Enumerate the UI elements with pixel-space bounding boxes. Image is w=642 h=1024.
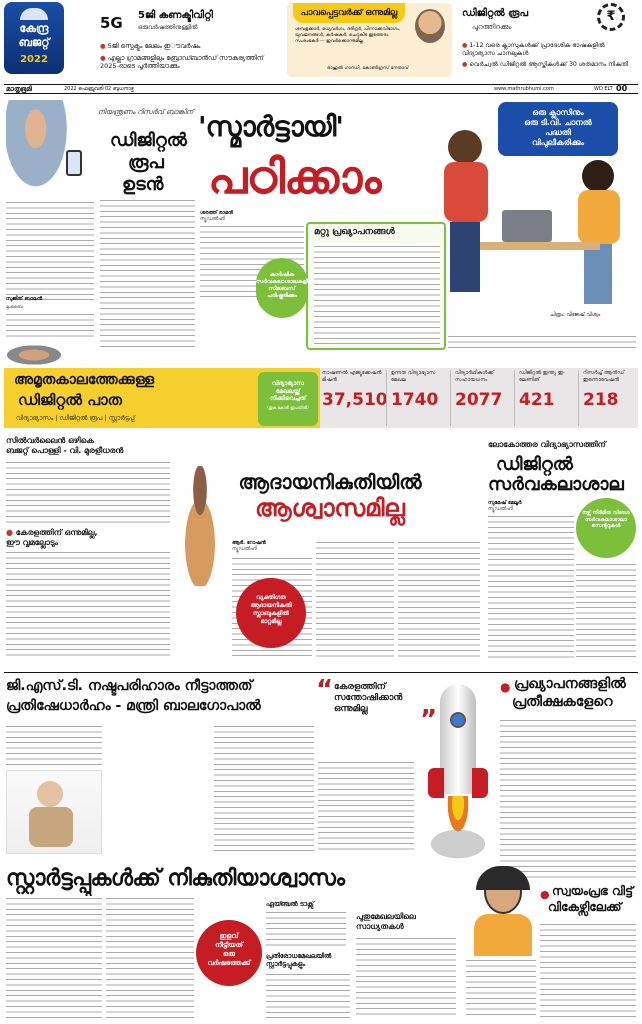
tax-body-3 <box>398 540 480 660</box>
folio-bar <box>4 84 638 94</box>
date-line: 2022 ഫെബ്രുവരി 02 ബുധനാഴ്ച <box>64 86 134 92</box>
pull-quote-1: കേരളത്തിന് <box>334 682 386 692</box>
byline2-name: ശരത്ത് രാമൻ <box>200 210 234 216</box>
pull-quote-close-icon: ” <box>420 705 438 735</box>
stat-label: ഡിജിറ്റൽ ഇന്ത്യ ഇ-ലേണിങ് <box>519 370 565 383</box>
lead-headline-2: രൂപ <box>128 152 164 173</box>
self-bullet-icon: ● <box>540 888 550 901</box>
stats-row <box>320 368 638 428</box>
startup-body-2 <box>106 896 194 1018</box>
univ-kicker: ലോകോത്തര വിദ്യാഭ്യാസത്തിന് <box>488 440 606 449</box>
section-divider <box>4 672 638 673</box>
fm-caricature <box>466 866 540 956</box>
stat-item <box>322 370 388 426</box>
red-circle-2: നീട്ടിയത് <box>215 941 243 949</box>
startup-body-4 <box>266 972 350 1018</box>
gst-body-left <box>6 724 102 768</box>
expect-headline-1: പ്രഖ്യാപനങ്ങളിൽ <box>514 676 626 692</box>
rahul-quote-box <box>287 3 452 77</box>
byline-name: സുജിത് ബാലൻ <box>6 296 43 302</box>
rhs-title-2: ഒരു ടി.വി. ചാനൽ <box>524 118 592 127</box>
parliament-icon <box>20 8 48 20</box>
univ-byline-place: ന്യൂഡൽഹി <box>488 506 513 512</box>
univ-headline-2: സർവകലാശാല <box>488 474 624 495</box>
illustration-credit: ചിത്രം: വിജേഷ് വിശ്വം <box>550 312 601 318</box>
rahul-avatar <box>415 9 445 43</box>
lead-left-body-2 <box>6 312 94 340</box>
minister-photo <box>6 340 76 370</box>
amrit-title-2: ഡിജിറ്റൽ പാത <box>18 391 122 409</box>
tax-body-2 <box>316 540 394 660</box>
startup-body-3 <box>266 910 346 950</box>
univ-body <box>488 514 574 660</box>
boy-figure <box>440 130 494 300</box>
startup-body-1 <box>6 896 102 1018</box>
paper-name: മാതൃഭൂമി <box>6 85 32 93</box>
expect-body <box>500 718 636 878</box>
expect-bullet-icon: ● <box>500 680 511 694</box>
allocation-unit: (തുക കോടി രൂപയിൽ) <box>267 404 309 410</box>
bullet-icon: ● <box>100 54 106 62</box>
self-body <box>540 922 636 1018</box>
tax-red-circle: വ്യക്തിഗത ആദായനികുതി സ്ലാബുകളിൽ മാറ്റമില്ല <box>236 578 306 648</box>
fiveg-icon: 5G <box>100 14 123 32</box>
red-circle-4: വർഷത്തേക്ക് <box>207 959 251 967</box>
left-head-2 <box>6 528 166 548</box>
left-head-1-line1: സിൽവർലൈൻ ഒഴികെ <box>6 436 94 445</box>
allocation-label: വിദ്യാഭ്യാസ മേഖലയ്ക്ക് നീക്കിവെച്ചത് <box>269 380 307 402</box>
quote-title: പാവപ്പെട്ടവർക്ക് ഒന്നുമില്ല <box>293 3 405 23</box>
byline2-place: ന്യൂഡൽഹി <box>200 216 225 222</box>
quote-text: ശമ്പളക്കാർ, മധ്യവർഗം, ദരിദ്രർ, പിന്നാക്കവിഭാഗം, യുവജനങ്ങൾ, കർഷകർ, ചെറുകിട ഇടത്തരം സംരംഭകർ — ഇവർക്കൊന്നുമില്ല. <box>295 27 401 44</box>
pull-quote-3: ഒന്നുമില്ല <box>334 704 368 714</box>
gst-body-mid <box>214 724 314 854</box>
amrit-tags: വിദ്യാഭ്യാസം | ഡിജിറ്റൽ രൂപ | സ്റ്റാർട്ടപ്പ് <box>16 414 135 422</box>
stat-label: റിസർച്ച് ആൻഡ് ഇന്നൊവേഷൻ <box>583 370 625 383</box>
fiveg-bullet-2: ● എല്ലാ ഗ്രാമങ്ങളിലും ബ്രോഡ്ബാൻഡ് സൗകര്യത്തിന് 2025-ഓടെ പൂർത്തിയാക്കും <box>100 54 264 70</box>
stat-value: 37,510 <box>322 390 388 410</box>
tax-headline-1: ആദായനികുതിയിൽ <box>238 470 422 494</box>
amrit-title-1: അമൃതകാലത്തേക്കുള്ള <box>14 372 154 388</box>
left-body-1 <box>6 460 170 526</box>
byline-sarath <box>200 210 233 222</box>
page-number: 00 <box>616 84 628 93</box>
logo-year: 2022 <box>20 54 48 65</box>
univ-green-circle: നഴ്സ് നിർമിത വിദേശ സർവകലാശാലാ സെന്ററുകൾ <box>576 498 636 558</box>
univ-body-2 <box>576 562 636 660</box>
startup-body-5 <box>356 936 456 1018</box>
rbi-governor-photo <box>6 100 72 196</box>
other-announcements-panel <box>306 222 446 350</box>
bullet-icon: ● <box>100 42 106 50</box>
digital-bullet-2: ● വെർച്വൽ ഡിജിറ്റൽ ആസ്തികൾക്ക് 30 ശതമാനം നികുതി <box>462 61 628 68</box>
stat-item <box>450 370 510 426</box>
stat-item <box>386 370 446 426</box>
budget-logo <box>4 2 64 74</box>
stat-value: 421 <box>519 390 555 410</box>
pull-quote-2: സന്തോഷിക്കാൻ <box>334 693 403 703</box>
digital-rupee-sub: പുറത്തിറക്കും <box>472 23 512 31</box>
stat-label: നാഷണൽ എജ്യുക്കേഷൻ മിഷൻ <box>322 370 382 383</box>
quote-author: രാഹുൽ ഗാന്ധി, കോൺഗ്രസ് നേതാവ് <box>327 66 409 71</box>
stat-value: 1740 <box>391 390 439 410</box>
self-body-left <box>466 958 536 1018</box>
lead-rhs-body <box>448 334 636 352</box>
page-code: WD ELT <box>594 86 613 92</box>
tax-byline-place: ന്യൂഡൽഹി <box>232 546 257 552</box>
startup-headline: സ്റ്റാർട്ടപ്പുകൾക്ക് നികുതിയാശ്വാസം <box>6 866 345 891</box>
lead-headline-1: ഡിജിറ്റൽ <box>110 130 187 151</box>
agri-green-box: കാർഷിക സർവകലാശാലകളിലെ സിലബസ് പരിഷ്കരിക്കും <box>256 258 308 318</box>
univ-byline <box>488 500 522 512</box>
red-circle-3: ഒരു <box>223 950 235 958</box>
gst-headline-2: പ്രതിഷേധാർഹം - മന്ത്രി ബാലഗോപാൽ <box>6 698 261 714</box>
fiveg-sub: ഒരുവർഷത്തിനുള്ളിൽ <box>138 24 198 31</box>
lead-left-body <box>6 200 94 302</box>
stat-value: 218 <box>583 390 619 410</box>
univ-byline-name: സുമേഷ് മേലൂർ <box>488 500 522 506</box>
logo-line1: കേന്ദ്ര <box>19 22 49 35</box>
rhs-speech-bubble <box>498 102 618 156</box>
rhs-title-3: പദ്ധതി <box>545 128 571 137</box>
self-headline-2: വികേഴ്സിലേക്ക് <box>548 900 622 914</box>
startup-red-circle <box>196 920 262 986</box>
rhs-title-4: വിപുലീകരിക്കും <box>531 138 585 147</box>
website[interactable]: www.mathrubhumi.com <box>494 86 554 92</box>
rocket-illustration <box>420 684 496 864</box>
left-body-2 <box>6 550 170 660</box>
finance-minister-illustration <box>174 466 226 586</box>
bullet-icon: ● <box>6 528 13 537</box>
pull-quote <box>334 682 420 715</box>
stat-label: വിദ്യാർഥികൾക്ക് സഹായധനം <box>455 370 495 383</box>
left-head-2-line1: ● കേരളത്തിന് ഒന്നുമില്ല, <box>6 528 98 537</box>
phone-icon <box>66 150 82 176</box>
smart-title: 'സ്മാർട്ടായി' <box>198 110 343 143</box>
bullet-icon: ● <box>462 61 468 68</box>
left-head-2-line2: ഈ വൃമല്ലോടും <box>6 538 58 547</box>
left-head-1-line2: ബജറ്റ് പൊള്ളി - വി. മുരളീധരൻ <box>6 446 124 455</box>
stat-item <box>514 370 574 426</box>
self-headline-1: സ്വയംപ്രഭ വിട്ട് <box>552 884 634 898</box>
tax-headline-2: ആശ്വാസമില്ല <box>255 494 405 522</box>
rupee-gear-icon: ₹ <box>597 3 625 31</box>
logo-line2: ബജറ്റ് <box>18 36 50 49</box>
girl-figure <box>570 160 630 310</box>
univ-headline-1: ഡിജിറ്റൽ <box>496 454 573 475</box>
pull-quote-open-icon: “ <box>316 675 334 705</box>
lead-headline-3: ഉടൻ <box>122 174 164 195</box>
lead-mid-body <box>100 198 195 348</box>
sub-head-angel: ഏയ്ഞ്ചൽ ടാക്സ് <box>266 900 314 908</box>
other-announcements-body <box>314 244 440 344</box>
expect-headline-2: പ്രതീക്ഷകളേറെ <box>512 694 613 710</box>
left-head-1 <box>6 436 166 456</box>
fiveg-title: 5ജി കണക്ടിവിറ്റി <box>138 10 213 21</box>
gst-headline-1: ജി.എസ്.ടി. നഷ്ടപരിഹാരം നീട്ടാത്തത് <box>6 678 253 694</box>
bullet-icon: ● <box>462 42 468 49</box>
digital-bullet-1: ● 1-12 വരെ ക്ലാസുകൾക്ക് പ്രാദേശിക ഭാഷകളിൽ വിദ്യാഭ്യാസ ചാനലുകൾ <box>462 42 605 57</box>
rhs-title-1: ഒരു ക്ലാസിനും <box>532 108 584 117</box>
stat-label: ഉന്നത വിദ്യാഭ്യാസ മേഖല <box>391 370 436 383</box>
padikkam-title: പഠിക്കാം <box>208 150 381 204</box>
laptop-icon <box>502 210 552 242</box>
red-circle-1: ഇളവ് <box>219 932 239 940</box>
other-announcements-title: മറ്റു പ്രഖ്യാപനങ്ങൾ <box>314 227 395 237</box>
desk-shape <box>480 242 600 250</box>
byline-place: മുംബൈ <box>6 305 23 310</box>
stat-item <box>578 370 636 426</box>
sub-head-new-sector: പുതുമേഖലയിലെ സാധ്യതകൾ <box>356 912 416 931</box>
sub-head-defence: പ്രതിരോധമേഖലയിൽ സ്റ്റാർട്ടപ്പുകളും <box>266 952 332 968</box>
allocation-label-box <box>258 372 318 426</box>
tax-byline-name: ആർ. റോഷൻ <box>232 540 266 546</box>
gst-body-mid-2 <box>318 760 414 854</box>
stat-value: 2077 <box>455 390 503 410</box>
fiveg-bullet-1: ● 5ജി സ്പെക്ട്രം ലേലം ഇൗവർഷം <box>100 42 201 50</box>
digital-rupee-title: ഡിജിറ്റൽ രൂപ <box>462 8 528 19</box>
cartoon-illustration <box>6 770 102 854</box>
student-illustration <box>440 100 636 330</box>
tax-byline <box>232 540 266 552</box>
lead-kicker: നിയന്ത്രണം റിസർവ് ബാങ്കിന് <box>98 108 194 116</box>
